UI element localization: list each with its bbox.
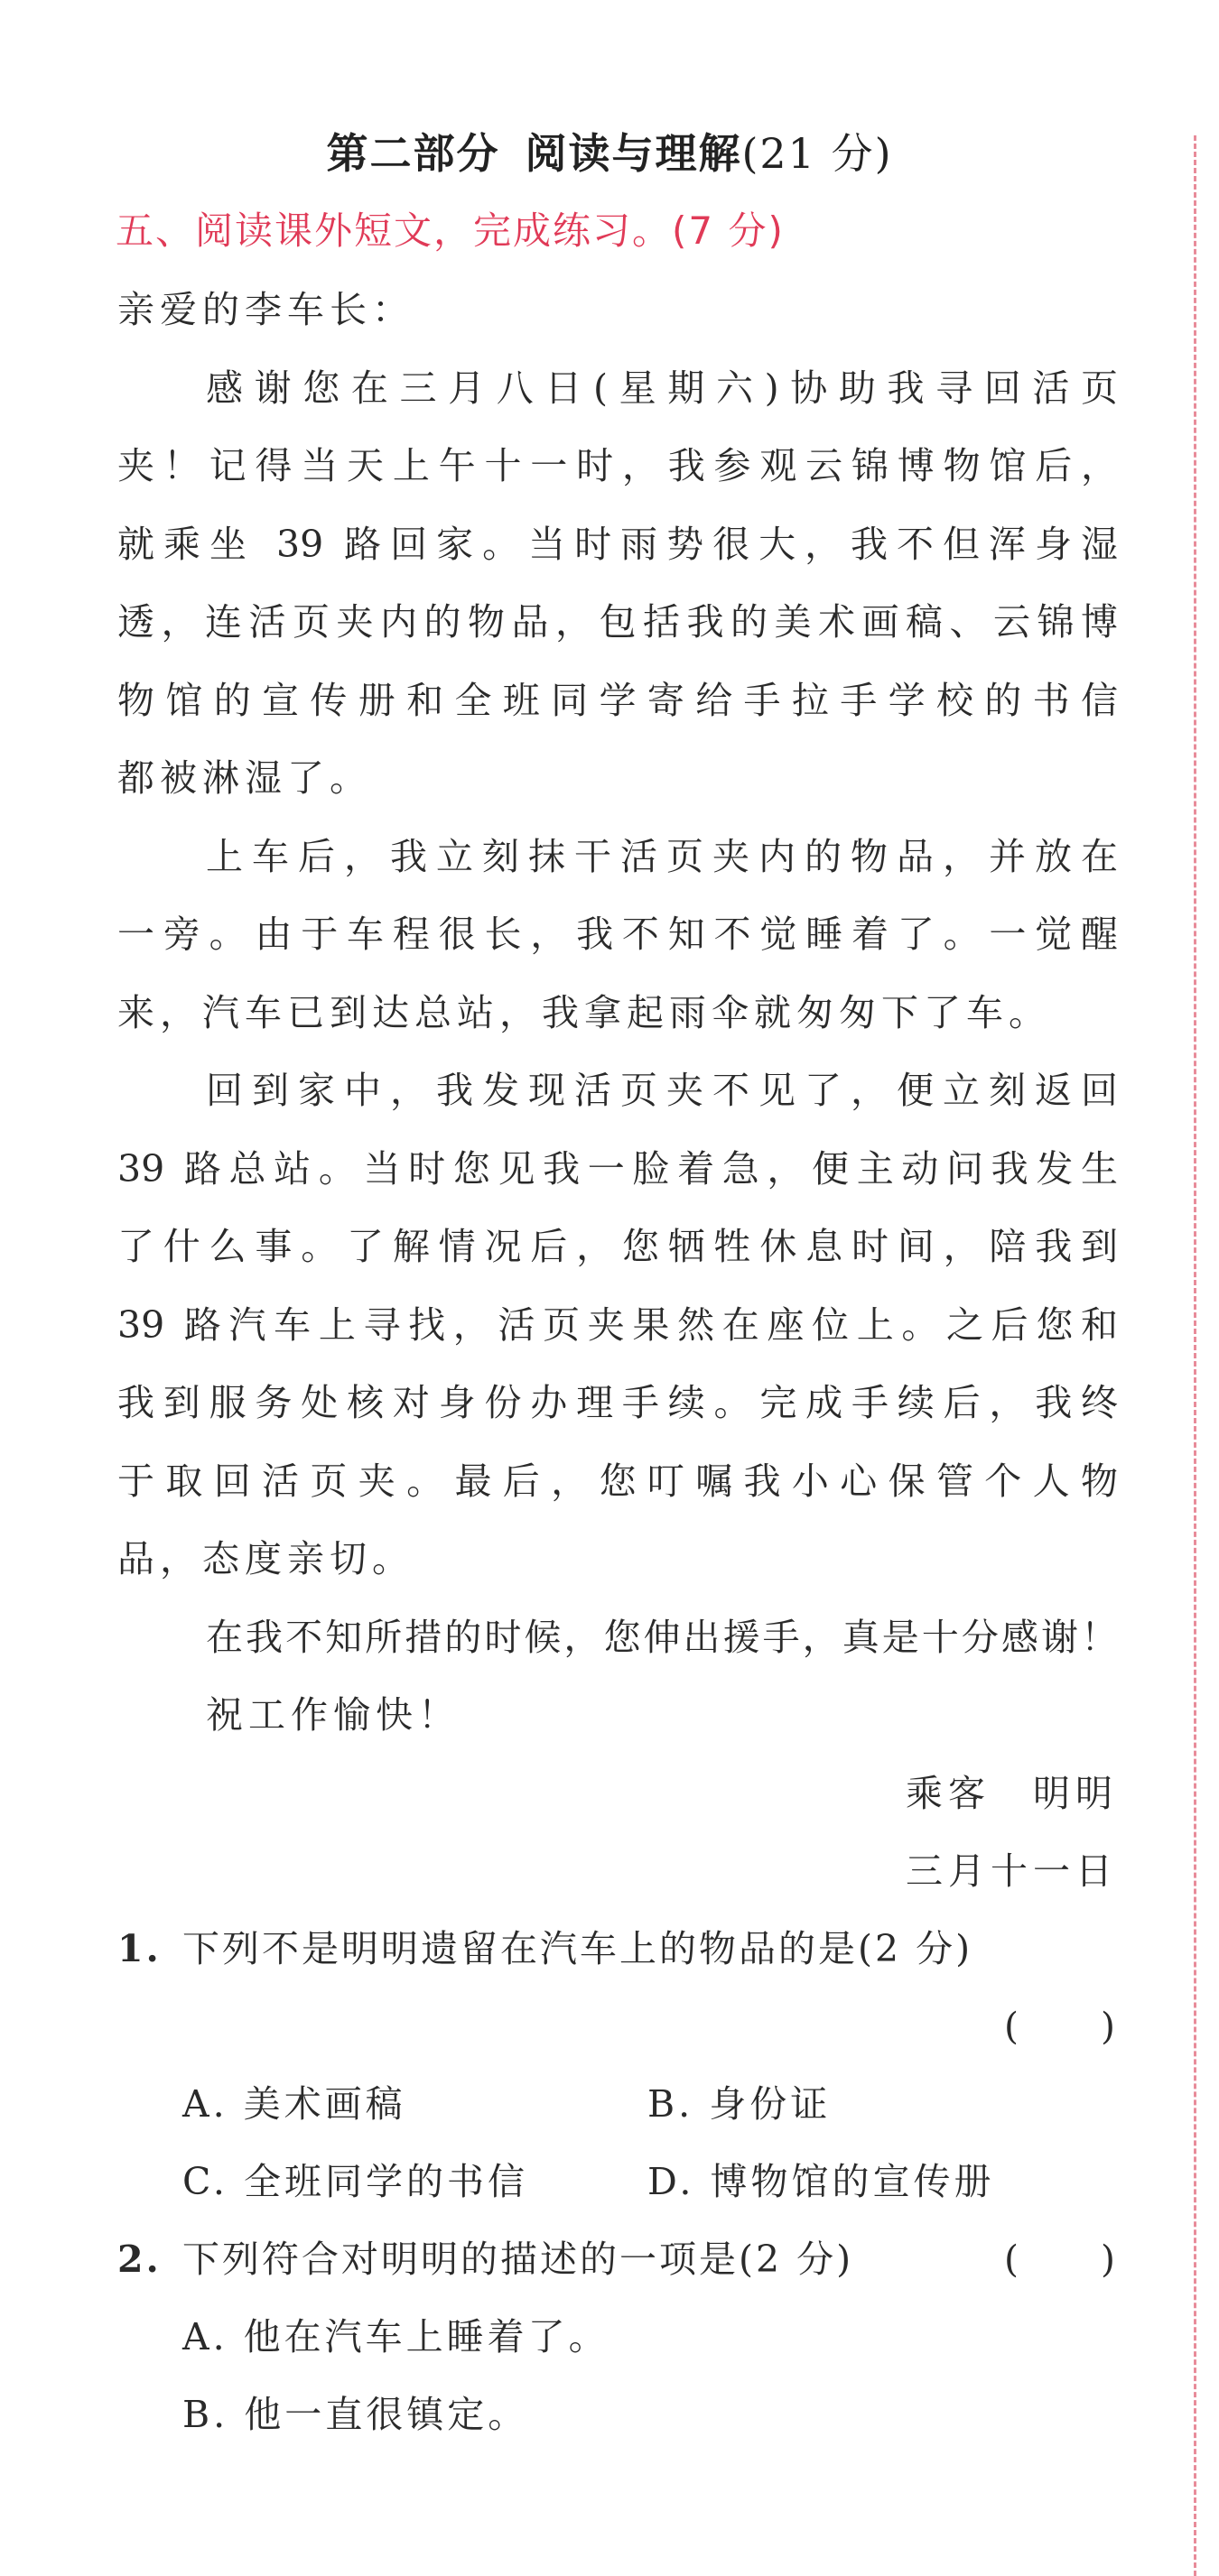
section-subtitle: 阅读与理解 <box>525 129 742 178</box>
options-row <box>117 2143 1118 2220</box>
letter-line: 了什么事。了解情况后，您牺牲休息时间，陪我到 <box>117 1225 1118 1268</box>
answer-blank[interactable]: ( ) <box>1004 2238 1118 2281</box>
section-part-label: 第二部分 <box>326 129 500 178</box>
letter-line: 都被淋湿了。 <box>117 756 372 800</box>
question-text: 下列符合对明明的描述的一项是(2 分) <box>182 2238 854 2281</box>
letter-line: 在我不知所措的时候，您伸出援手，真是十分感谢！ <box>206 1615 1118 1659</box>
question-number: 1. <box>117 1927 162 1970</box>
option-d[interactable]: D. 博物馆的宣传册 <box>647 2160 995 2203</box>
letter-line: 我到服务处核对身份办理手续。完成手续后，我终 <box>117 1381 1118 1424</box>
question-2 <box>117 2220 1118 2298</box>
section-title <box>0 125 1219 182</box>
option-b[interactable]: B. 身份证 <box>647 2082 832 2126</box>
letter-date: 三月十一日 <box>906 1849 1118 1893</box>
letter-line: 39 路汽车上寻找，活页夹果然在座位上。之后您和 <box>117 1302 1118 1347</box>
question-1 <box>117 1910 1118 1988</box>
letter-line: 祝工作愉快！ <box>206 1693 461 1737</box>
letter-body <box>117 271 1118 1911</box>
letter-greeting: 亲爱的李车长： <box>117 288 414 331</box>
option-c[interactable]: C. 全班同学的书信 <box>182 2160 528 2203</box>
option-a[interactable]: A. 他在汽车上睡着了。 <box>182 2315 610 2358</box>
option-a[interactable]: A. 美术画稿 <box>182 2082 406 2126</box>
option-b[interactable]: B. 他一直很镇定。 <box>182 2393 529 2436</box>
options-row <box>117 2065 1118 2143</box>
letter-line: 回到家中，我发现活页夹不见了，便立刻返回 <box>206 1069 1118 1112</box>
letter-line: 来，汽车已到达总站，我拿起雨伞就匆匆下了车。 <box>117 990 1051 1034</box>
question-number: 2. <box>117 2238 162 2281</box>
letter-line: 一旁。由于车程很长，我不知不觉睡着了。一觉醒 <box>117 913 1118 956</box>
options-row <box>117 2376 1118 2453</box>
letter-line: 感谢您在三月八日(星期六)协助我寻回活页 <box>206 366 1118 410</box>
question-list <box>117 1910 1118 2453</box>
answer-blank[interactable]: ( ) <box>1004 2005 1118 2048</box>
letter-line: 上车后，我立刻抹干活页夹内的物品，并放在 <box>206 834 1118 878</box>
page-edge-dashed-line <box>1194 135 1196 2576</box>
letter-line: 物馆的宣传册和全班同学寄给手拉手学校的书信 <box>117 678 1118 722</box>
letter-line: 透，连活页夹内的物品，包括我的美术画稿、云锦博 <box>117 600 1118 644</box>
letter-line: 39 路总站。当时您见我一脸着急，便主动问我发生 <box>117 1146 1118 1191</box>
letter-line: 就乘坐 39 路回家。当时雨势很大，我不但浑身湿 <box>117 522 1118 566</box>
options-row <box>117 2298 1118 2376</box>
letter-line: 品，态度亲切。 <box>117 1537 414 1580</box>
letter-line: 夹！记得当天上午十一时，我参观云锦博物馆后， <box>117 444 1118 487</box>
letter-line: 于取回活页夹。最后，您叮嘱我小心保管个人物 <box>117 1459 1118 1503</box>
letter-signature: 乘客 明明 <box>906 1771 1118 1815</box>
section-score: (21 分) <box>741 129 893 178</box>
question-text: 下列不是明明遗留在汽车上的物品的是(2 分) <box>182 1927 973 1970</box>
question-header: 五、阅读课外短文，完成练习。(7 分) <box>116 208 785 253</box>
